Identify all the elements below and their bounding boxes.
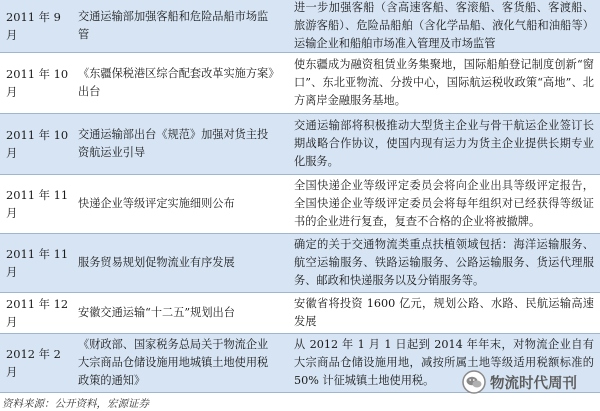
description-cell: 安徽省将投资 1600 亿元，规划公路、水路、民航运输高速发展	[294, 297, 594, 328]
description-cell: 全国快递企业等级评定委员会将向企业出具等级评定报告，全国快递企业等级评定委员会将每年组织对已经获得等级证书的企业进行复查，复查不合格的企业将被撤牌。	[294, 179, 594, 228]
date-cell: 2011 年 9 月	[6, 10, 61, 42]
date-cell: 2011 年 10 月	[6, 67, 69, 99]
source-note: 资料来源：公开资料，宏源证券	[2, 398, 149, 410]
table-row	[0, 293, 600, 333]
date-cell: 2011 年 11 月	[6, 188, 69, 220]
description-cell: 使东疆成为融资租赁业务集聚地，国际船舶登记制度创新“窗口”、东北亚物流、分拨中心，国际航运税收政策“高地”、北方离岸金融服务基地。	[294, 58, 594, 107]
table-row	[0, 234, 600, 292]
table-row	[0, 53, 600, 113]
table-row	[0, 114, 600, 174]
watermark	[462, 370, 577, 394]
wechat-logo-icon	[462, 370, 486, 394]
watermark-text: 物流时代周刊	[490, 375, 577, 392]
date-cell: 2012 年 2 月	[6, 347, 61, 379]
date-cell: 2011 年 10 月	[6, 128, 69, 160]
table-row	[0, 0, 600, 52]
description-cell: 进一步加强客船（含高速客船、客滚船、客货船、客渡船、旅游客船）、危险品船舶（含化学品船、液化气船和油船等）运输企业和船舶市场准入管理及市场监管	[294, 1, 594, 50]
event-cell: 《财政部、国家税务总局关于物流企业大宗商品仓储设施用地城镇土地使用税政策的通知》	[78, 338, 269, 387]
event-cell: 《东疆保税港区综合配套改革实施方案》出台	[78, 67, 274, 98]
event-cell: 服务贸易规划促物流业有序发展	[78, 256, 235, 269]
date-cell: 2011 年 12 月	[6, 297, 69, 329]
description-cell: 交通运输部将积极推动大型货主企业与骨干航运企业签订长期战略合作协议，使国内现有运力为货主企业提供长期专业化服务。	[294, 119, 594, 168]
event-cell: 交通运输部加强客船和危险品船市场监管	[78, 10, 269, 41]
event-cell: 安徽交通运输“十二五”规划出台	[78, 306, 235, 319]
table-row	[0, 175, 600, 233]
event-cell: 交通运输部出台《规范》加强对货主投资航运业引导	[78, 128, 269, 159]
description-cell: 确定的关于交通物流类重点扶植领域包括：海洋运输服务、航空运输服务、铁路运输服务、公路运输服务、货运代理服务、邮政和快递服务以及分销服务等。	[294, 238, 594, 287]
date-cell: 2011 年 11 月	[6, 247, 69, 279]
description-cell: 从 2012 年 1 月 1 日起到 2014 年年末，对物流企业自有大宗商品仓储设施用地，减按所属土地等级适用税额标准的 50% 计征城镇土地使用税。	[294, 338, 594, 387]
event-cell: 快递企业等级评定实施细则公布	[78, 197, 235, 210]
